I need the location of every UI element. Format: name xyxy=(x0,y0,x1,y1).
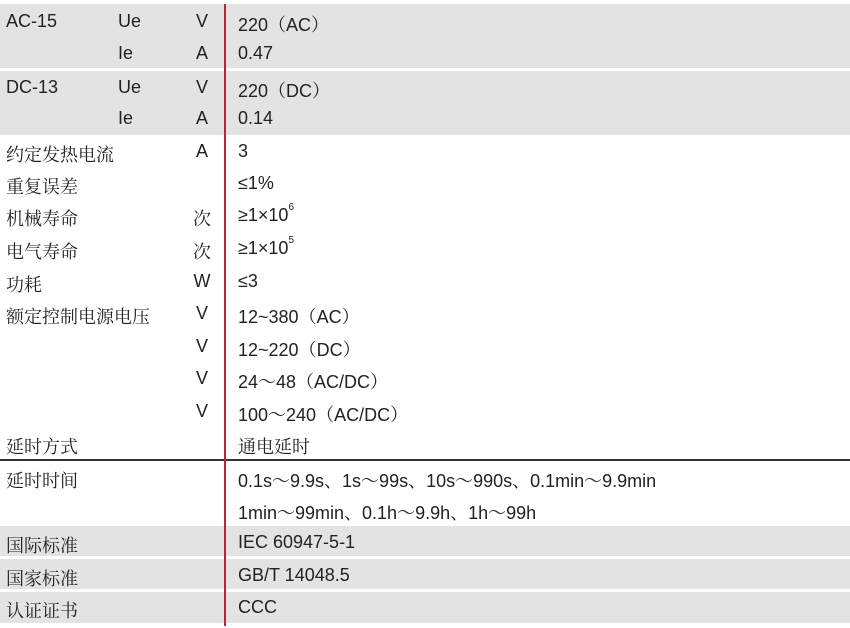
param-name: 功耗 xyxy=(6,275,42,295)
param-value: 0.1s～9.9s、1s～99s、10s～990s、0.1min～9.9min xyxy=(238,471,657,491)
param-unit: V xyxy=(195,11,208,31)
param-sub: Ie xyxy=(118,43,134,63)
param-value: 220（DC） xyxy=(238,81,331,101)
param-sub: Ue xyxy=(118,77,142,97)
param-name: 国家标准 xyxy=(6,569,78,589)
param-value: 3 xyxy=(238,141,249,161)
shade-national-standard xyxy=(0,559,850,589)
param-name: 重复误差 xyxy=(6,177,78,197)
param-value: GB/T 14048.5 xyxy=(238,565,350,585)
shade-intl-standard xyxy=(0,526,850,556)
param-name: 延时方式 xyxy=(6,437,78,457)
param-unit: V xyxy=(195,77,208,97)
param-unit: V xyxy=(195,401,208,421)
param-name: 约定发热电流 xyxy=(6,145,114,165)
param-sub: Ue xyxy=(118,11,142,31)
param-value: 220（AC） xyxy=(238,15,330,35)
param-unit: A xyxy=(195,43,208,63)
value-exponent: 6 xyxy=(288,202,294,213)
column-divider xyxy=(224,4,226,626)
param-value: 12~380（AC） xyxy=(238,307,360,327)
param-value xyxy=(238,235,294,259)
param-value: 1min～99min、0.1h～9.9h、1h～99h xyxy=(238,503,537,523)
param-value: 12~220（DC） xyxy=(238,340,361,360)
param-unit: A xyxy=(195,108,208,128)
param-unit: V xyxy=(195,303,208,323)
param-value: 通电延时 xyxy=(238,437,310,457)
param-unit: 次 xyxy=(193,209,211,229)
param-value: 0.14 xyxy=(238,108,274,128)
param-name: 电气寿命 xyxy=(6,242,78,262)
param-unit: 次 xyxy=(193,242,211,262)
param-value xyxy=(238,202,294,226)
param-unit: V xyxy=(195,368,208,388)
param-unit: A xyxy=(195,141,208,161)
shade-certification xyxy=(0,592,850,623)
param-value: 100～240（AC/DC） xyxy=(238,405,409,425)
section-divider xyxy=(0,459,850,461)
param-name: 机械寿命 xyxy=(6,209,78,229)
param-value: 0.47 xyxy=(238,43,274,63)
value-base: ≥1×10 xyxy=(238,238,289,258)
param-value: ≤1% xyxy=(238,173,274,193)
param-name: 认证证书 xyxy=(6,601,78,621)
param-name: AC-15 xyxy=(6,11,58,31)
param-value: ≤3 xyxy=(238,271,258,291)
param-value: CCC xyxy=(238,597,277,617)
param-value: IEC 60947-5-1 xyxy=(238,532,356,552)
value-exponent: 5 xyxy=(288,235,294,246)
param-value: 24～48（AC/DC） xyxy=(238,372,389,392)
param-name: DC-13 xyxy=(6,77,59,97)
param-name: 国际标准 xyxy=(6,536,78,556)
param-unit: W xyxy=(193,271,211,291)
param-unit: V xyxy=(195,336,208,356)
param-name: 额定控制电源电压 xyxy=(6,307,150,327)
param-sub: Ie xyxy=(118,108,134,128)
value-base: ≥1×10 xyxy=(238,205,289,225)
param-name: 延时时间 xyxy=(6,471,78,491)
